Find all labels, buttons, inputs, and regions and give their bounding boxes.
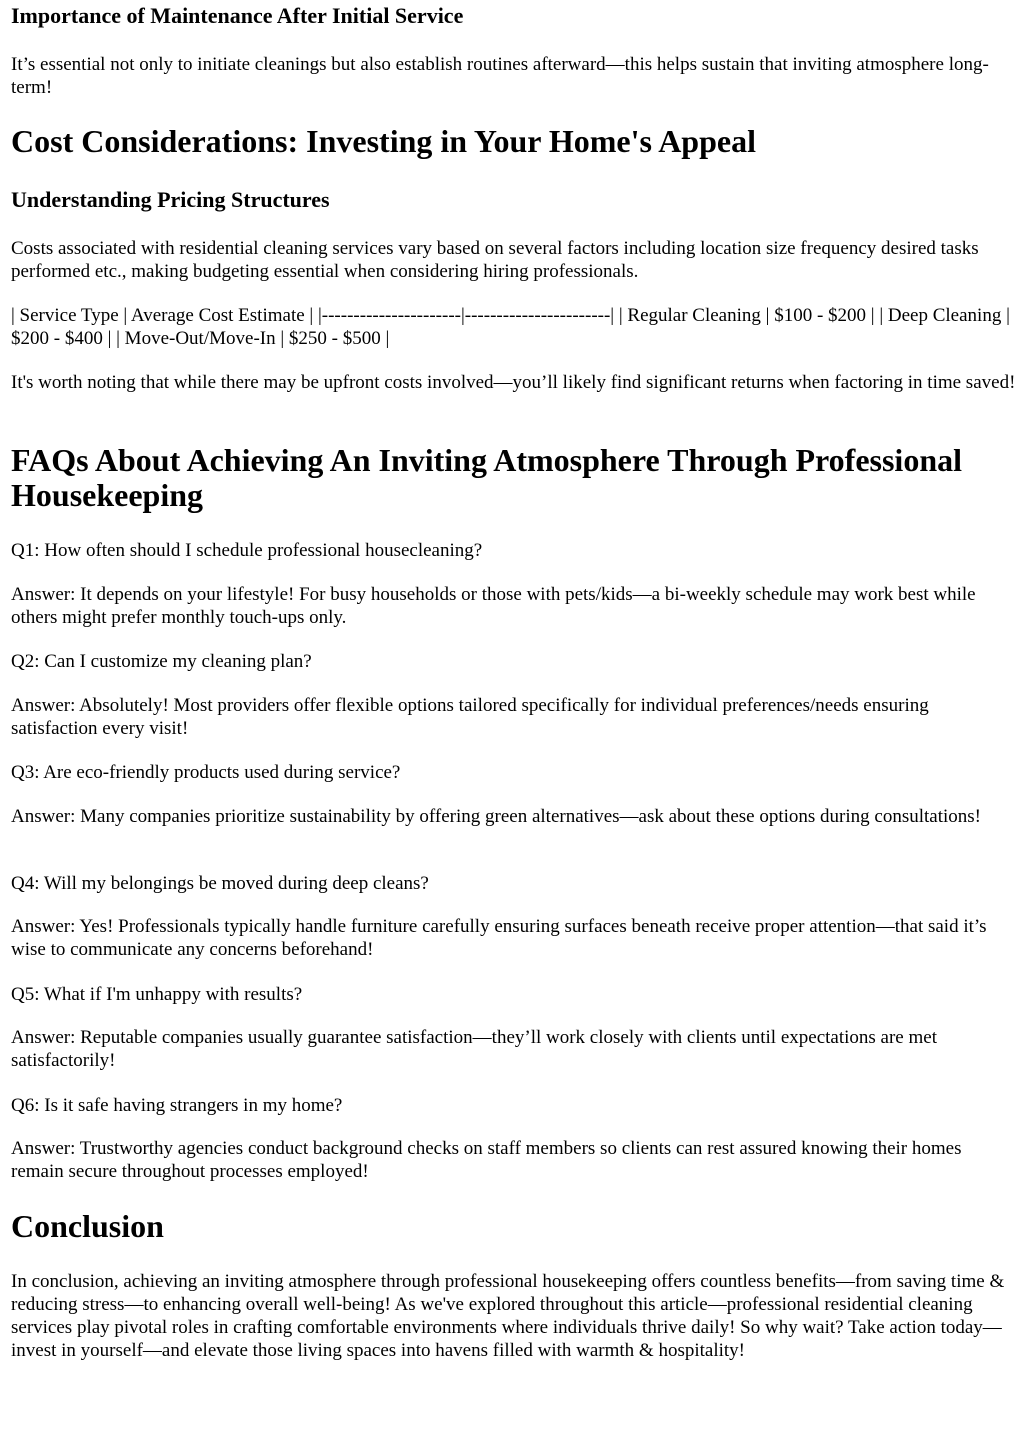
faq-question: Q4: Will my belongings be moved during deep cleans? [11, 873, 429, 894]
faq-heading: FAQs About Achieving An Inviting Atmosphere Through Professional Housekeeping [11, 442, 962, 513]
faq-question: Q2: Can I customize my cleaning plan? [11, 651, 312, 672]
faq-question: Q1: How often should I schedule professional housecleaning? [11, 540, 483, 561]
faq-answer: Answer: It depends on your lifestyle! For busy households or those with pets/kids—a bi-weekly schedule may work best while others might prefer monthly touch-ups only. [11, 584, 976, 628]
maintenance-paragraph: It’s essential not only to initiate cleanings but also establish routines afterward—this helps sustain that inviting atmosphere long-term! [11, 54, 989, 98]
pricing-paragraph: Costs associated with residential cleaning services vary based on several factors including location size frequency desired tasks performed etc., making budgeting essential when considering hiring professionals. [11, 238, 979, 282]
faq-answer: Answer: Many companies prioritize sustainability by offering green alternatives—ask about these options during consultations! [11, 806, 982, 827]
cost-heading: Cost Considerations: Investing in Your Home's Appeal [11, 123, 756, 159]
conclusion-paragraph: In conclusion, achieving an inviting atmosphere through professional housekeeping offers countless benefits—from saving time & reducing stress—to enhancing overall well-being! As we've explored throughout this article—professional residential cleaning services play pivotal roles in crafting comfortable environments where individuals thrive daily! So why wait? Take action today—invest in yourself—and elevate those living spaces into havens filled with warmth & hospitality! [11, 1271, 1005, 1361]
faq-question: Q5: What if I'm unhappy with results? [11, 984, 303, 1005]
pricing-subheading: Understanding Pricing Structures [11, 187, 330, 212]
conclusion-heading: Conclusion [11, 1208, 164, 1244]
faq-question: Q3: Are eco-friendly products used during service? [11, 762, 401, 783]
faq-answer: Answer: Yes! Professionals typically handle furniture carefully ensuring surfaces beneath receive proper attention—that said it’s wise to communicate any concerns beforehand! [11, 916, 987, 960]
faq-question: Q6: Is it safe having strangers in my home? [11, 1095, 343, 1116]
faq-answer: Answer: Trustworthy agencies conduct background checks on staff members so clients can rest assured knowing their homes remain secure throughout processes employed! [11, 1138, 962, 1182]
time-saved-paragraph: It's worth noting that while there may be upfront costs involved—you’ll likely find significant returns when factoring in time saved! [11, 372, 1016, 393]
faq-answer: Answer: Absolutely! Most providers offer flexible options tailored specifically for individual preferences/needs ensuring satisfaction every visit! [11, 695, 929, 739]
faq-answer: Answer: Reputable companies usually guarantee satisfaction—they’ll work closely with clients until expectations are met satisfactorily! [11, 1027, 937, 1071]
maintenance-heading: Importance of Maintenance After Initial Service [11, 3, 464, 28]
pricing-table-text: | Service Type | Average Cost Estimate | |----------------------|-----------------------| | Regular Cleaning | $100 - $200 | | Deep Cleaning | $200 - $400 | | Move-Out/Move-In | $250 - $500 | [11, 305, 1010, 349]
